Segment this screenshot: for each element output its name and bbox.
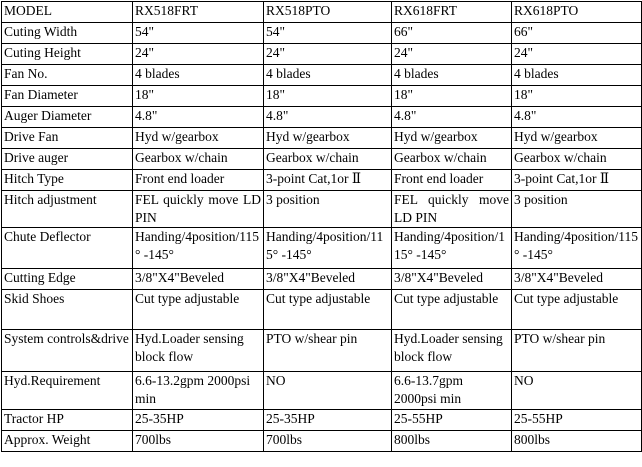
table-row [2, 330, 642, 372]
table-cell: Hyd w/gearbox [264, 128, 392, 149]
table-cell: 54" [264, 23, 392, 44]
table-cell: Cut type adjustable [264, 290, 392, 330]
row-label: Hitch Type [2, 170, 133, 191]
table-cell: Front end loader [392, 170, 512, 191]
table-cell: PTO w/shear pin [264, 330, 392, 372]
table-cell: 700lbs [133, 431, 264, 452]
table-cell: 18" [512, 86, 642, 107]
table-row [2, 86, 642, 107]
table-cell: 66" [512, 23, 642, 44]
table-cell: 25-55HP [392, 410, 512, 431]
table-cell: Front end loader [133, 170, 264, 191]
row-label: Cuting Height [2, 44, 133, 65]
table-row [2, 128, 642, 149]
table-cell: 4.8" [133, 107, 264, 128]
table-cell: 4.8" [264, 107, 392, 128]
table-cell: 3/8"X4"Beveled [133, 269, 264, 290]
row-label: Hyd.Requirement [2, 372, 133, 410]
table-cell: Handing/4position/115° -145° [392, 228, 512, 269]
table-cell: Cut type adjustable [133, 290, 264, 330]
table-cell: 24" [512, 44, 642, 65]
row-label: Chute Deflector [2, 228, 133, 269]
table-row [2, 410, 642, 431]
table-cell: 700lbs [264, 431, 392, 452]
table-cell: 24" [264, 44, 392, 65]
table-cell: 18" [133, 86, 264, 107]
table-row [2, 107, 642, 128]
row-label: Cutting Edge [2, 269, 133, 290]
table-cell: 3 position [512, 191, 642, 228]
table-cell: Gearbox w/chain [264, 149, 392, 170]
table-cell: 4.8" [392, 107, 512, 128]
row-label: Auger Diameter [2, 107, 133, 128]
row-label: Drive auger [2, 149, 133, 170]
table-header-row [2, 2, 642, 23]
table-cell: FEL quickly move LD PIN [133, 191, 264, 228]
table-row [2, 65, 642, 86]
table-row [2, 269, 642, 290]
table-cell: Hyd.Loader sensing block flow [133, 330, 264, 372]
row-label: System controls&drive [2, 330, 133, 372]
row-label: Drive Fan [2, 128, 133, 149]
table-cell: 6.6-13.2gpm 2000psi min [133, 372, 264, 410]
row-label: Cuting Width [2, 23, 133, 44]
table-cell: 4 blades [264, 65, 392, 86]
table-cell: 4 blades [133, 65, 264, 86]
table-cell: 3-point Cat,1or Ⅱ [512, 170, 642, 191]
header-cell: RX518FRT [133, 2, 264, 23]
table-row [2, 191, 642, 228]
row-label: Fan No. [2, 65, 133, 86]
table-cell: Gearbox w/chain [133, 149, 264, 170]
row-label: Skid Shoes [2, 290, 133, 330]
table-cell: 6.6-13.7gpm 2000psi min [392, 372, 512, 410]
header-cell: MODEL [2, 2, 133, 23]
table-cell: 3-point Cat,1or Ⅱ [264, 170, 392, 191]
table-cell: 18" [264, 86, 392, 107]
table-cell: FEL quickly move LD PIN [392, 191, 512, 228]
table-cell: 25-55HP [512, 410, 642, 431]
spec-table [1, 1, 642, 452]
row-label: Approx. Weight [2, 431, 133, 452]
table-cell: Hyd w/gearbox [392, 128, 512, 149]
header-cell: RX618PTO [512, 2, 642, 23]
table-cell: 3/8"X4"Beveled [512, 269, 642, 290]
table-cell: 25-35HP [133, 410, 264, 431]
table-row [2, 290, 642, 330]
table-cell: 54" [133, 23, 264, 44]
table-cell: Gearbox w/chain [392, 149, 512, 170]
table-row [2, 431, 642, 452]
table-cell: 24" [133, 44, 264, 65]
table-cell: 800lbs [512, 431, 642, 452]
table-cell: 4 blades [512, 65, 642, 86]
table-row [2, 23, 642, 44]
table-cell: Handing/4position/115° -145° [512, 228, 642, 269]
table-cell: 25-35HP [264, 410, 392, 431]
row-label: Hitch adjustment [2, 191, 133, 228]
header-cell: RX518PTO [264, 2, 392, 23]
table-cell: 24" [392, 44, 512, 65]
table-cell: 4 blades [392, 65, 512, 86]
row-label: Fan Diameter [2, 86, 133, 107]
table-cell: Hyd w/gearbox [133, 128, 264, 149]
table-row [2, 372, 642, 410]
table-cell: Handing/4position/115° -145° [264, 228, 392, 269]
table-cell: Cut type adjustable [392, 290, 512, 330]
table-row [2, 44, 642, 65]
row-label: Tractor HP [2, 410, 133, 431]
table-cell: NO [264, 372, 392, 410]
table-cell: Gearbox w/chain [512, 149, 642, 170]
table-row [2, 228, 642, 269]
table-cell: 800lbs [392, 431, 512, 452]
header-cell: RX618FRT [392, 2, 512, 23]
table-cell: 3 position [264, 191, 392, 228]
table-row [2, 170, 642, 191]
table-row [2, 149, 642, 170]
table-cell: 18" [392, 86, 512, 107]
table-cell: NO [512, 372, 642, 410]
table-cell: Handing/4position/115° -145° [133, 228, 264, 269]
table-cell: Hyd.Loader sensing block flow [392, 330, 512, 372]
table-cell: 3/8"X4"Beveled [392, 269, 512, 290]
table-cell: PTO w/shear pin [512, 330, 642, 372]
table-cell: Cut type adjustable [512, 290, 642, 330]
table-cell: Hyd w/gearbox [512, 128, 642, 149]
table-cell: 3/8"X4"Beveled [264, 269, 392, 290]
table-cell: 66" [392, 23, 512, 44]
table-cell: 4.8" [512, 107, 642, 128]
